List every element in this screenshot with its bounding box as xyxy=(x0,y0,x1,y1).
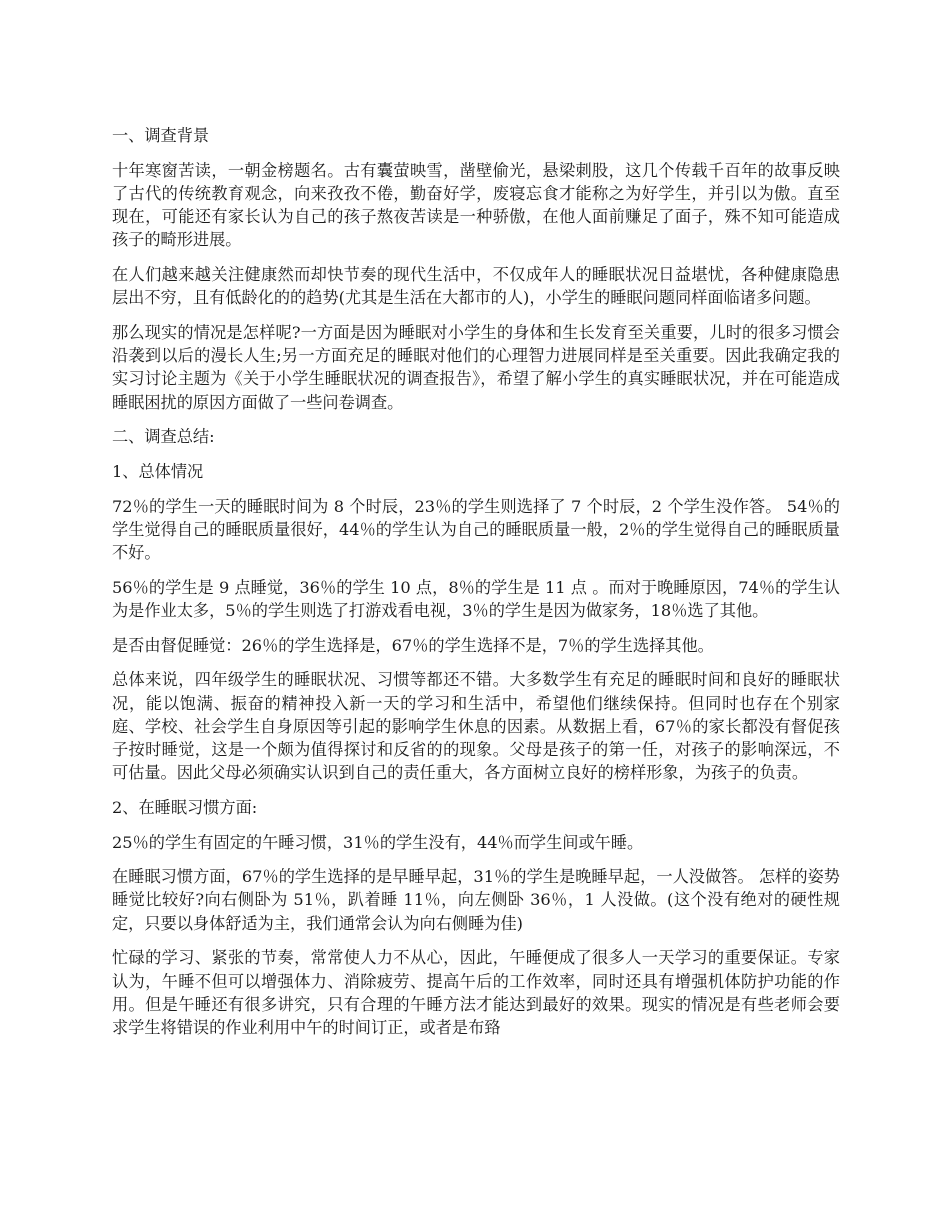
paragraph-sleep-posture: 在睡眠习惯方面，67％的学生选择的是早睡早起，31％的学生是晚睡早起，一人没做答。 怎样的姿势睡觉比较好?向右侧卧为 51％，趴着睡 11％，向左侧卧 36％，1 人没做。(这个没有绝对的硬性规定，只要以身体舒适为主，我们通常会认为向右侧睡为佳) xyxy=(112,867,840,933)
section-heading-summary: 二、调查总结: xyxy=(112,427,215,447)
paragraph-background-1: 十年寒窗苦读，一朝金榜题名。古有囊萤映雪，凿壁偷光，悬梁刺股，这几个传载千百年的故事反映了古代的传统教育观念，向来孜孜不倦，勤奋好学，废寝忘食才能称之为好学生，并引以为傲。直至现在，可能还有家长认为自己的孩子熬夜苦读是一种骄傲，在他人面前赚足了面子，殊不知可能造成孩子的畸形进展。 xyxy=(112,160,840,250)
section-heading-background: 一、调查背景 xyxy=(112,126,210,145)
paragraph-background-3: 那么现实的情况是怎样呢?一方面是因为睡眠对小学生的身体和生长发育至关重要，儿时的很多习惯会沿袭到以后的漫长人生;另一方面充足的睡眠对他们的心理智力进展同样是至关重要。因此我确定我的实习讨论主题为《关于小学生睡眠状况的调查报告》，希望了解小学生的真实睡眠状况，并在可能造成睡眠困扰的原因方面做了一些问卷调查。 xyxy=(112,322,840,412)
paragraph-background-2: 在人们越来越关注健康然而却快节奏的现代生活中，不仅成年人的睡眠状况日益堪忧，各种健康隐患层出不穷，且有低龄化的的趋势(尤其是生活在大都市的人)，小学生的睡眠问题同样面临诸多问题。 xyxy=(112,265,840,308)
paragraph-overall-sleep-time: 72％的学生一天的睡眠时间为 8 个时辰，23％的学生则选择了 7 个时辰，2 个学生没作答。 54％的学生觉得自己的睡眠质量很好，44％的学生认为自己的睡眠质量一般，2％的学生觉得自己的睡眠质量不好。 xyxy=(112,496,840,563)
subheading-overall: 1、总体情况 xyxy=(112,461,204,481)
paragraph-overall-conclusion: 总体来说，四年级学生的睡眠状况、习惯等都还不错。大多数学生有充足的睡眠时间和良好的睡眠状况，能以饱满、振奋的精神投入新一天的学习和生活中，希望他们继续保持。但同时也存在个别家庭、学校、社会学生自身原因等引起的影响学生休息的因素。从数据上看，67％的家长都没有督促孩子按时睡觉，这是一个颇为值得探讨和反省的的现象。父母是孩子的第一任，对孩子的影响深远，不可估量。因此父母必须确实认识到自己的责任重大，各方面树立良好的榜样形象，为孩子的负责。 xyxy=(112,670,840,783)
subheading-sleep-habits: 2、在睡眠习惯方面: xyxy=(112,797,258,817)
paragraph-nap-importance: 忙碌的学习、紧张的节奏，常常使人力不从心，因此，午睡便成了很多人一天学习的重要保证。专家认为，午睡不但可以增强体力、消除疲劳、提高午后的工作效率，同时还具有增强机体防护功能的作用。但是午睡还有很多讲究，只有合理的午睡方法才能达到最好的效果。现实的情况是有些老师会要求学生将错误的作业利用中午的时间订正，或者是布臵 xyxy=(112,948,840,1037)
document-page xyxy=(112,124,840,1051)
paragraph-overall-bedtime: 56％的学生是 9 点睡觉，36％的学生 10 点，8％的学生是 11 点 。而对于晚睡原因，74％的学生认为是作业太多，5％的学生则选了打游戏看电视，3％的学生是因为做家务，18％选了其他。 xyxy=(112,577,840,620)
paragraph-overall-supervision: 是否由督促睡觉：26％的学生选择是，67％的学生选择不是，7％的学生选择其他。 xyxy=(112,635,714,655)
paragraph-nap-habits: 25％的学生有固定的午睡习惯，31％的学生没有，44％而学生间或午睡。 xyxy=(112,832,644,852)
